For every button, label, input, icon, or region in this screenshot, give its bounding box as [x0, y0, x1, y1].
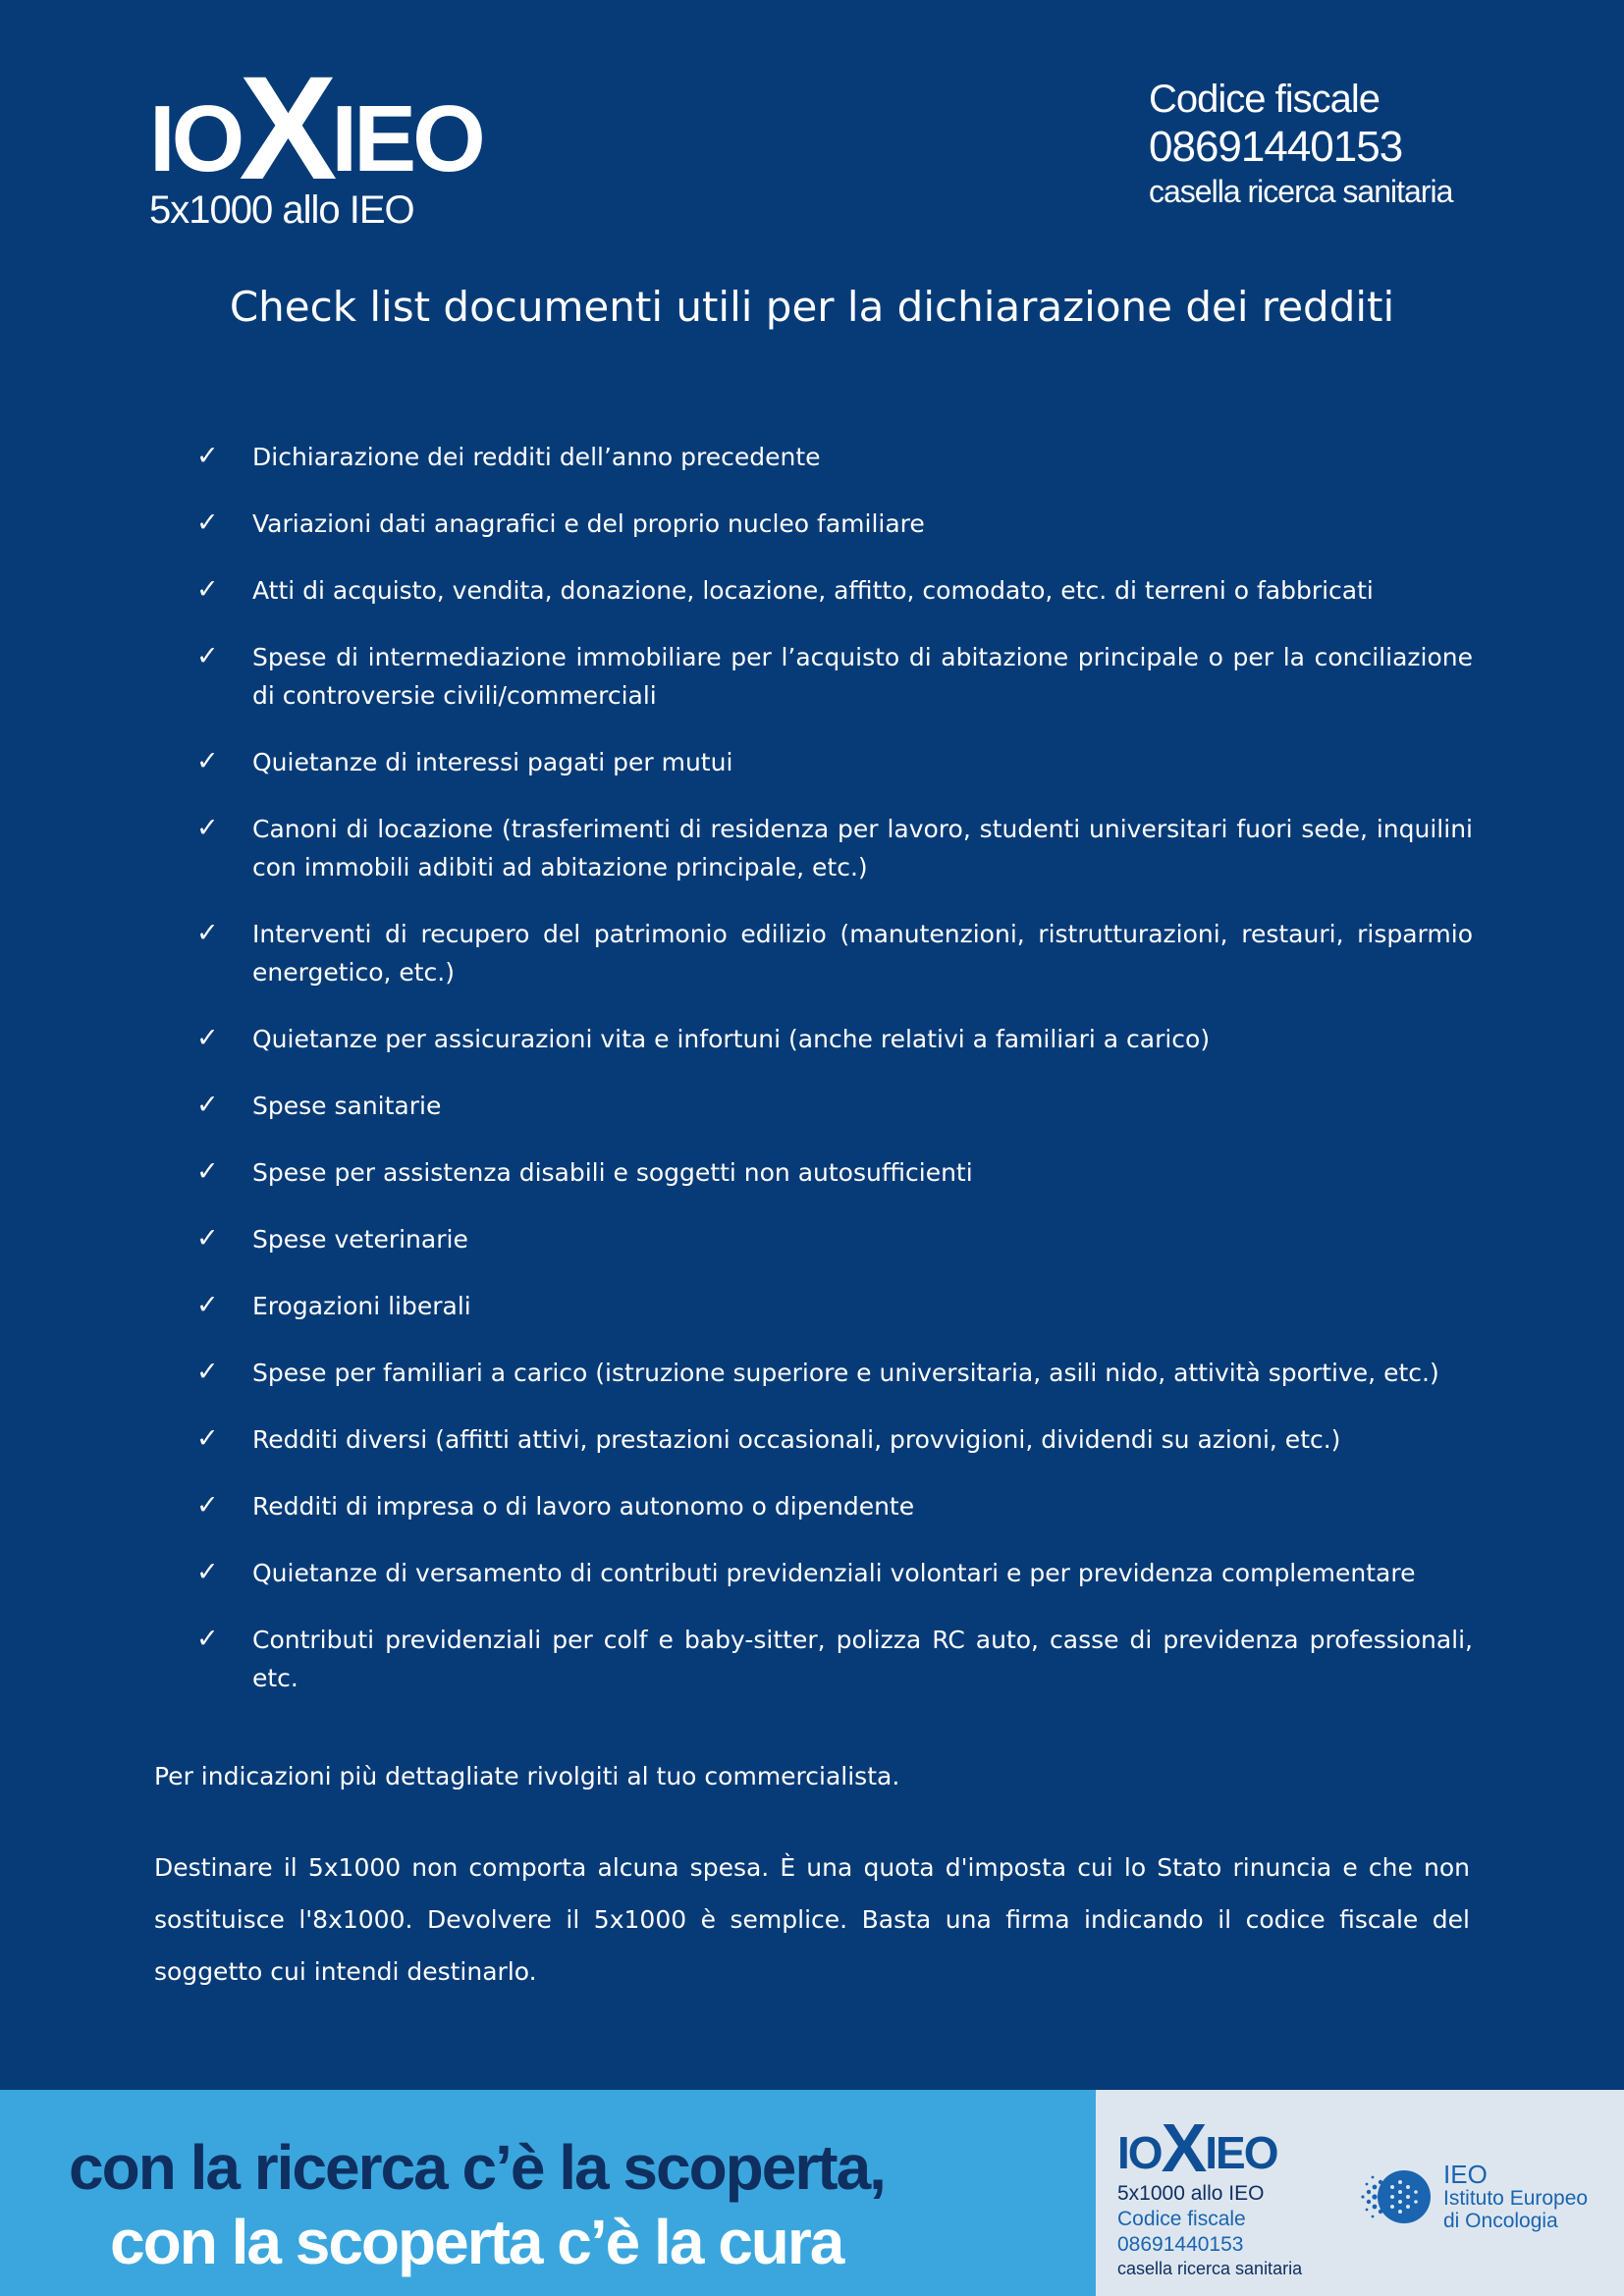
- checklist-item-text: Canoni di locazione (trasferimenti di residenza per lavoro, studenti universitari fuori sede, inquilini con immobili adibiti ad abitazione principale, etc.): [252, 815, 1473, 881]
- fiscal-code-number: 08691440153: [1149, 123, 1403, 171]
- slogan-line-2: con la scoperta c’è la cura: [110, 2207, 843, 2277]
- slogan-line-1: con la ricerca c’è la scoperta,: [69, 2132, 885, 2203]
- checklist-item-text: Redditi diversi (affitti attivi, prestazioni occasionali, provvigioni, dividendi su azioni, etc.): [252, 1425, 1341, 1454]
- checklist-item-text: Interventi di recupero del patrimonio edilizio (manutenzioni, ristrutturazioni, restauri, risparmio energetico, etc.): [252, 920, 1473, 987]
- fiscal-code-block: [1149, 77, 1452, 210]
- checklist-item-text: Contributi previdenziali per colf e baby-sitter, polizza RC auto, casse di previdenza professionali, etc.: [252, 1626, 1473, 1692]
- checklist-item: [196, 1087, 1473, 1125]
- documents-checklist: [196, 438, 1473, 1726]
- ieo-5x1000-logo: [149, 45, 482, 233]
- footer-slogan: [69, 2130, 885, 2279]
- checklist-item: [196, 505, 1473, 543]
- logo-subtitle: 5x1000 allo IEO: [149, 188, 414, 232]
- footer-logo-subtitle: 5x1000 allo IEO: [1117, 2182, 1265, 2205]
- accountant-note: Per indicazioni più dettagliate rivolgiti al tuo commercialista.: [154, 1762, 900, 1790]
- checklist-item: [196, 1354, 1473, 1392]
- footer-fiscal-label: Codice fiscale: [1117, 2208, 1246, 2230]
- footer-logo-io: IO: [1117, 2127, 1162, 2178]
- checklist-item-text: Spese per familiari a carico (istruzione superiore e universitaria, asili nido, attività sportive, etc.): [252, 1359, 1439, 1387]
- check-icon: ✓: [196, 507, 219, 538]
- check-icon: ✓: [196, 1156, 219, 1187]
- check-icon: ✓: [196, 813, 219, 843]
- check-icon: ✓: [196, 1090, 219, 1120]
- footer-logo-wordmark: [1117, 2109, 1302, 2186]
- ieo-name-line-1: Istituto Europeo: [1443, 2187, 1589, 2210]
- page-title: Check list documenti utili per la dichiarazione dei redditi: [229, 283, 1395, 331]
- checklist-item: [196, 1554, 1473, 1592]
- checklist-item: [196, 810, 1473, 886]
- checklist-item-text: Spese sanitarie: [252, 1092, 442, 1120]
- footer-logo: [1117, 2109, 1303, 2279]
- ieo-name-line-2: di Oncologia: [1443, 2210, 1558, 2232]
- footer-logo-lines: [1117, 2181, 1302, 2279]
- check-icon: ✓: [196, 918, 219, 948]
- check-icon: ✓: [196, 1423, 219, 1454]
- check-icon: ✓: [196, 441, 219, 471]
- check-icon: ✓: [196, 641, 219, 671]
- checklist-item: [196, 438, 1473, 476]
- checklist-item-text: Quietanze per assicurazioni vita e infortuni (anche relativi a familiari a carico): [252, 1025, 1211, 1053]
- check-icon: ✓: [196, 1290, 219, 1320]
- check-icon: ✓: [196, 1357, 219, 1387]
- checklist-item: [196, 1020, 1473, 1058]
- info-paragraph: Destinare il 5x1000 non comporta alcuna spesa. È una quota d'imposta cui lo Stato rinuncia e che non sostituisce l'8x1000. Devolvere il 5x1000 è semplice. Basta una firma indicando il codice fiscale del soggetto cui intendi destinarlo.: [154, 1853, 1470, 1986]
- ieo-institute-name: [1443, 2162, 1588, 2232]
- footer-fiscal-box: casella ricerca sanitaria: [1117, 2259, 1303, 2278]
- ieo-institute-logo: [1359, 2162, 1588, 2232]
- check-icon: ✓: [196, 1023, 219, 1053]
- check-icon: ✓: [196, 574, 219, 605]
- checklist-item: [196, 1220, 1473, 1258]
- checklist-item-text: Spese per assistenza disabili e soggetti non autosufficienti: [252, 1158, 973, 1187]
- checklist-item: [196, 1153, 1473, 1192]
- logo-io: IO: [149, 86, 242, 191]
- checklist-item-text: Quietanze di versamento di contributi previdenziali volontari e per previdenza complementare: [252, 1559, 1416, 1587]
- checklist-item: [196, 638, 1473, 715]
- fiscal-box-label: casella ricerca sanitaria: [1149, 174, 1453, 209]
- checklist-item: [196, 571, 1473, 610]
- checklist-item-text: Redditi di impresa o di lavoro autonomo o dipendente: [252, 1492, 915, 1521]
- check-icon: ✓: [196, 1490, 219, 1521]
- checklist-item-text: Spese veterinarie: [252, 1225, 468, 1254]
- checklist-item-text: Atti di acquisto, vendita, donazione, locazione, affitto, comodato, etc. di terreni o fabbricati: [252, 576, 1374, 605]
- checklist-item: [196, 743, 1473, 781]
- check-icon: ✓: [196, 746, 219, 776]
- check-icon: ✓: [196, 1223, 219, 1254]
- checklist-item-text: Erogazioni liberali: [252, 1292, 471, 1320]
- checklist-item-text: Dichiarazione dei redditi dell’anno precedente: [252, 443, 821, 471]
- checklist-item: [196, 1621, 1473, 1697]
- check-icon: ✓: [196, 1624, 219, 1654]
- check-icon: ✓: [196, 1557, 219, 1587]
- footer-fiscal-code: 08691440153: [1117, 2233, 1244, 2256]
- checklist-item: [196, 915, 1473, 991]
- checklist-item-text: Spese di intermediazione immobiliare per l’acquisto di abitazione principale o per la conciliazione di controversie civili/commerciali: [252, 643, 1473, 710]
- checklist-item: [196, 1420, 1473, 1459]
- checklist-item-text: Quietanze di interessi pagati per mutui: [252, 748, 733, 776]
- checklist-item-text: Variazioni dati anagrafici e del proprio nucleo familiare: [252, 509, 925, 538]
- checklist-item: [196, 1287, 1473, 1325]
- fiscal-code-label: Codice fiscale: [1149, 78, 1380, 121]
- footer-logo-ieo: IEO: [1205, 2127, 1277, 2178]
- checklist-item: [196, 1487, 1473, 1525]
- footer-logo-x: X: [1161, 2109, 1206, 2186]
- ieo-brand: IEO: [1443, 2160, 1488, 2189]
- logo-x: X: [239, 45, 334, 210]
- globe-dots-icon: [1359, 2163, 1439, 2231]
- logo-ieo: IEO: [331, 86, 482, 191]
